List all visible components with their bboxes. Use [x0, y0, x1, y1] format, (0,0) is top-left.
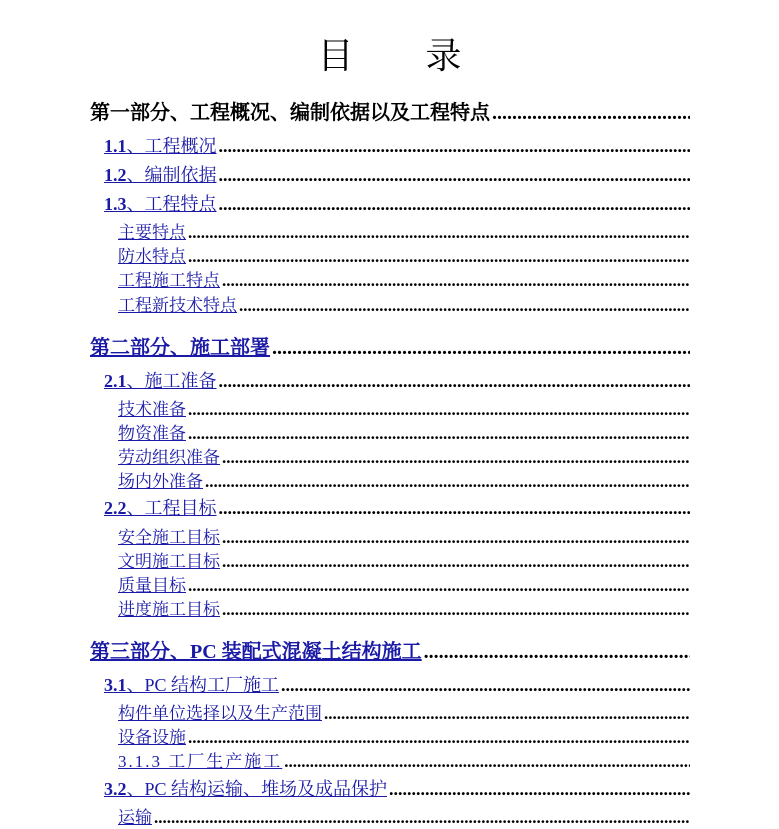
toc-leader-dots [239, 296, 690, 316]
toc-entry-label[interactable]: 文明施工目标 [118, 552, 220, 571]
toc-leader-dots [324, 704, 690, 724]
toc-leader-dots [219, 136, 691, 157]
toc-leader-dots [284, 752, 690, 772]
toc-leader-dots [188, 400, 690, 420]
toc-entry-label[interactable] [104, 367, 217, 393]
toc-subsection[interactable] [118, 419, 690, 444]
toc-section[interactable] [104, 367, 690, 393]
toc-section-number: 1.3 [104, 194, 127, 214]
toc-section-number: 1.2 [104, 165, 127, 185]
toc-entry-label[interactable]: 工程施工特点 [118, 271, 220, 290]
toc-section-text: 、编制依据 [126, 165, 217, 185]
toc-subsection[interactable] [118, 467, 690, 492]
toc-leader-dots [222, 600, 690, 620]
toc-subsection[interactable] [118, 443, 690, 468]
toc-leader-dots [188, 247, 690, 267]
toc-leader-dots [222, 271, 690, 291]
toc-leader-dots [272, 337, 690, 360]
toc-section-number: 3.2 [104, 779, 127, 799]
toc-part[interactable] [90, 635, 690, 664]
toc-section[interactable] [104, 190, 690, 216]
toc-part[interactable] [90, 331, 690, 360]
toc-section-text: 、工程目标 [126, 498, 217, 518]
toc-entry-label[interactable]: 运输 [118, 808, 152, 827]
toc-entry-label[interactable]: 技术准备 [118, 400, 186, 419]
toc-subsection[interactable] [118, 595, 690, 620]
toc-entry-label[interactable]: 3.1.3 工厂生产施工 [118, 752, 283, 771]
toc-leader-dots [424, 641, 690, 664]
toc-subsection[interactable] [118, 723, 690, 748]
toc-leader-dots [281, 675, 690, 696]
toc-entry-label[interactable]: 构件单位选择以及生产范围 [118, 704, 322, 723]
toc-entry-label[interactable] [104, 671, 279, 697]
toc-leader-dots [222, 528, 690, 548]
toc-section-number: 3.1 [104, 675, 127, 695]
toc-entry-label[interactable]: 主要特点 [118, 223, 186, 242]
toc-section[interactable] [104, 132, 690, 158]
toc-section-number: 1.1 [104, 136, 127, 156]
toc-entry-label[interactable]: 进度施工目标 [118, 600, 220, 619]
toc-leader-dots [219, 165, 691, 186]
toc-leader-dots [219, 498, 691, 519]
toc-subsection[interactable] [118, 747, 690, 772]
toc-entry-label[interactable]: 安全施工目标 [118, 528, 220, 547]
toc-subsection[interactable] [118, 218, 690, 243]
toc-leader-dots [219, 194, 691, 215]
toc-entry-label[interactable]: 第三部分、PC 装配式混凝土结构施工 [90, 641, 422, 663]
title-char-right: 录 [425, 36, 462, 76]
toc-entry-label[interactable] [104, 161, 217, 187]
toc-subsection[interactable] [118, 395, 690, 420]
toc-entry-label[interactable] [104, 775, 387, 801]
toc-entry-label[interactable]: 工程新技术特点 [118, 296, 237, 315]
toc-leader-dots [492, 102, 690, 125]
toc-leader-dots [154, 808, 690, 828]
page-title [0, 28, 779, 79]
toc-subsection[interactable] [118, 242, 690, 267]
toc-section[interactable] [104, 494, 690, 520]
toc-subsection[interactable] [118, 547, 690, 572]
toc-entry-label[interactable]: 劳动组织准备 [118, 448, 220, 467]
toc-part[interactable] [90, 96, 690, 125]
toc-entry-label[interactable]: 防水特点 [118, 247, 186, 266]
toc-subsection[interactable] [118, 266, 690, 291]
toc-leader-dots [222, 552, 690, 572]
toc-entry-label[interactable]: 质量目标 [118, 576, 186, 595]
toc-subsection[interactable] [118, 523, 690, 548]
toc-leader-dots [188, 223, 690, 243]
toc-section[interactable] [104, 671, 690, 697]
toc-subsection[interactable] [118, 803, 690, 828]
toc-entry-label[interactable] [104, 190, 217, 216]
toc-entry-label[interactable]: 设备设施 [118, 728, 186, 747]
toc-section-text: 、工程特点 [126, 194, 217, 214]
toc-leader-dots [222, 448, 690, 468]
toc-entry-label[interactable]: 物资准备 [118, 424, 186, 443]
toc-section-text: 、施工准备 [126, 371, 217, 391]
toc-subsection[interactable] [118, 291, 690, 316]
toc-section-number: 2.1 [104, 371, 127, 391]
toc-leader-dots [188, 576, 690, 596]
toc-entry-label[interactable] [104, 494, 217, 520]
toc-subsection[interactable] [118, 571, 690, 596]
toc-leader-dots [188, 728, 690, 748]
toc-entry-label[interactable] [104, 132, 217, 158]
toc-leader-dots [389, 779, 690, 800]
toc-entry-label[interactable]: 第二部分、施工部署 [90, 337, 270, 359]
toc-entry-label[interactable]: 场内外准备 [118, 472, 203, 491]
title-char-left: 目 [317, 36, 354, 76]
toc-leader-dots [219, 371, 691, 392]
toc-section-text: 、PC 结构工厂施工 [126, 675, 280, 695]
toc-leader-dots [205, 472, 690, 492]
toc-subsection[interactable] [118, 699, 690, 724]
toc-section-text: 、工程概况 [126, 136, 217, 156]
toc-section-text: 、PC 结构运输、堆场及成品保护 [126, 779, 388, 799]
toc-section[interactable] [104, 161, 690, 187]
toc-section[interactable] [104, 775, 690, 801]
toc-leader-dots [188, 424, 690, 444]
toc-section-number: 2.2 [104, 498, 127, 518]
toc-entry-label[interactable]: 第一部分、工程概况、编制依据以及工程特点 [90, 102, 490, 124]
